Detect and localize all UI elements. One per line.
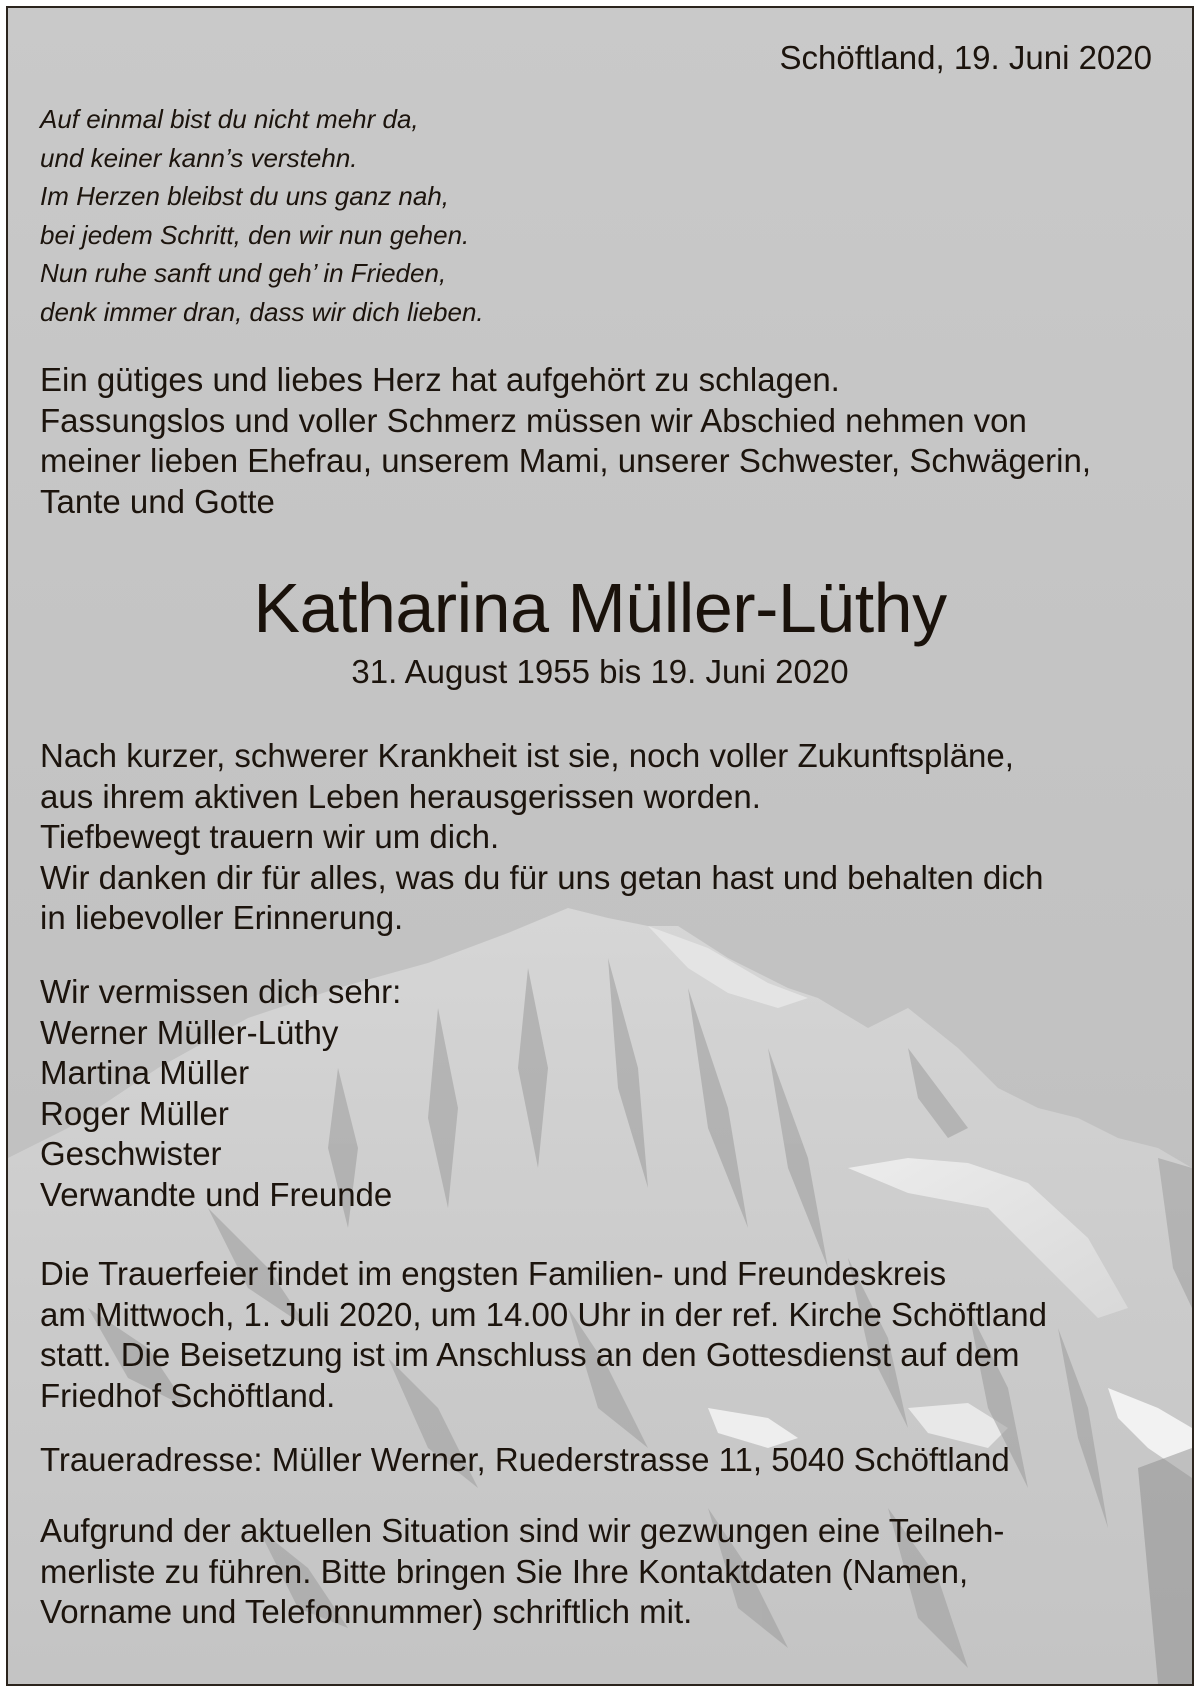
poem-line: bei jedem Schritt, den wir nun gehen.	[40, 219, 470, 250]
poem	[40, 100, 484, 331]
mourner-name: Verwandte und Freunde	[40, 1175, 393, 1213]
poem-line: Auf einmal bist du nicht mehr da,	[40, 104, 419, 134]
poem-line: Im Herzen bleibst du uns ganz nah,	[40, 181, 450, 211]
life-dates: 31. August 1955 bis 19. Juni 2020	[351, 653, 849, 690]
mourners-heading: Wir vermissen dich sehr:	[40, 973, 402, 1010]
mourning-address: Traueradresse: Müller Werner, Ruederstrasse 11, 5040 Schöftland	[40, 1441, 1010, 1478]
tribute-line: Tiefbewegt trauern wir um dich.	[40, 818, 500, 855]
mourner-name: Geschwister	[40, 1135, 222, 1172]
mourner-name: Werner Müller-Lüthy	[40, 1013, 339, 1051]
tribute-paragraph	[40, 736, 1043, 939]
notice-line: merliste zu führen. Bitte bringen Sie Ihre Kontaktdaten (Namen,	[40, 1552, 969, 1590]
intro-line: Fassungslos und voller Schmerz müssen wir Abschied nehmen von	[40, 401, 1027, 439]
service-details	[40, 1254, 1047, 1416]
poem-line: denk immer dran, dass wir dich lieben.	[40, 296, 484, 327]
tribute-line: Wir danken dir für alles, was du für uns getan hast und behalten dich	[40, 858, 1044, 896]
service-line: Die Trauerfeier findet im engsten Familien- und Freundeskreis	[40, 1255, 947, 1292]
mourner-name: Martina Müller	[40, 1054, 250, 1091]
notice-line: Vorname und Telefonnummer) schriftlich mit.	[40, 1593, 693, 1630]
poem-line: Nun ruhe sanft und geh’ in Frieden,	[40, 258, 447, 288]
notice-line: Aufgrund der aktuellen Situation sind wir gezwungen eine Teilneh-	[40, 1512, 1005, 1549]
service-line: am Mittwoch, 1. Juli 2020, um 14.00 Uhr in der ref. Kirche Schöftland	[40, 1295, 1047, 1333]
obituary-content	[8, 8, 1192, 1684]
tribute-line: aus ihrem aktiven Leben herausgerissen worden.	[40, 777, 761, 815]
service-line: statt. Die Beisetzung ist im Anschluss an den Gottesdienst auf dem	[40, 1336, 1020, 1373]
intro-line: Ein gütiges und liebes Herz hat aufgehört zu schlagen.	[40, 361, 840, 398]
intro-line: Tante und Gotte	[40, 482, 275, 520]
mourners-list	[40, 972, 401, 1215]
poem-line: und keiner kann’s verstehn.	[40, 142, 358, 173]
deceased-name: Katharina Müller-Lüthy	[253, 569, 947, 647]
intro-line: meiner lieben Ehefrau, unserem Mami, unserer Schwester, Schwägerin,	[40, 442, 1091, 479]
place-and-date: Schöftland, 19. Juni 2020	[779, 39, 1152, 76]
mourner-name: Roger Müller	[40, 1094, 229, 1132]
tribute-line: Nach kurzer, schwerer Krankheit ist sie, noch voller Zukunftspläne,	[40, 737, 1014, 774]
attendance-notice	[40, 1511, 1004, 1633]
obituary-frame	[6, 6, 1194, 1686]
service-line: Friedhof Schöftland.	[40, 1376, 336, 1414]
intro-paragraph	[40, 360, 1091, 522]
tribute-line: in liebevoller Erinnerung.	[40, 899, 404, 936]
